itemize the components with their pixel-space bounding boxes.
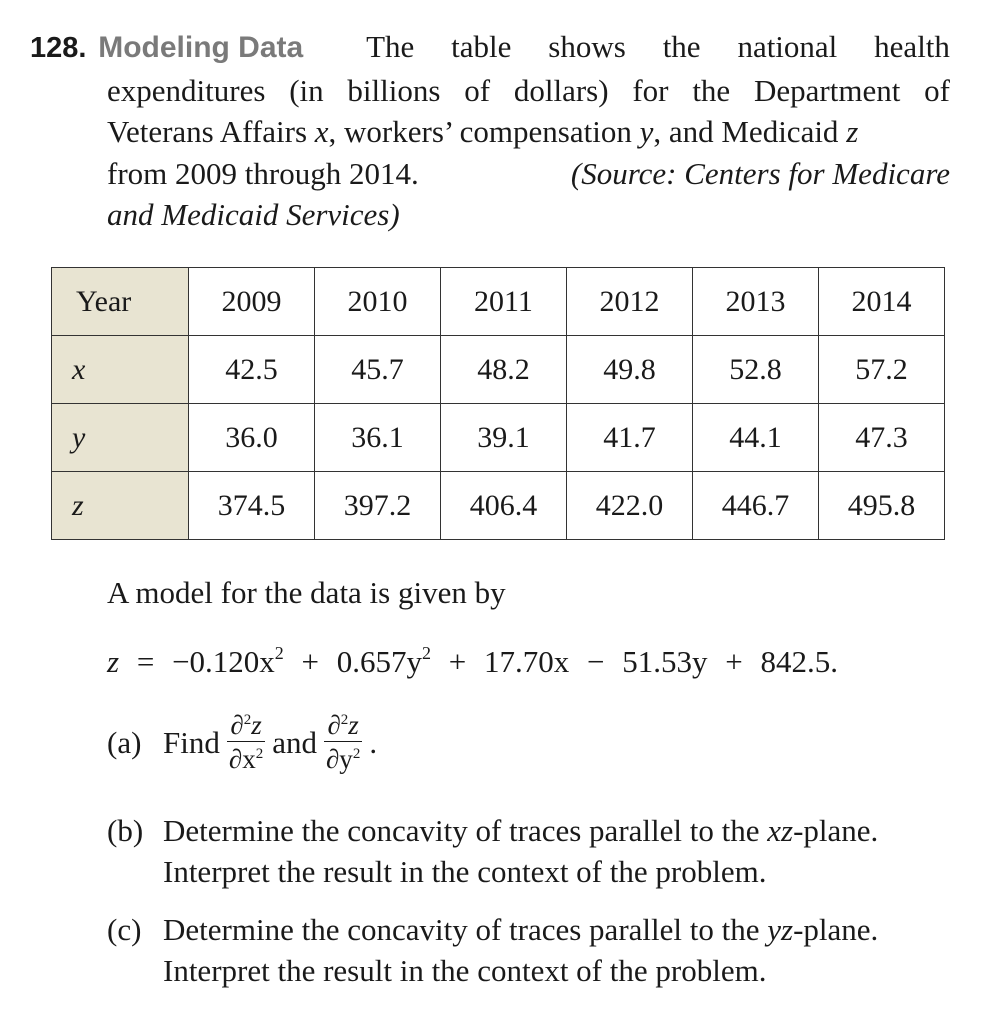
table-cell-year: 2014 [819, 268, 945, 336]
intro-word: national [737, 29, 838, 64]
frac-exponent: 2 [255, 746, 264, 762]
intro-line-2 [30, 70, 950, 112]
intro-word: dollars) [513, 72, 609, 108]
data-table [51, 267, 945, 540]
table-header-label: Year [52, 268, 189, 336]
part-a-find: Find [163, 724, 220, 760]
eq-operator: + [725, 644, 743, 679]
intro-text: Veterans Affairs [107, 114, 315, 149]
part-text: Determine the concavity of traces parallel to the [163, 912, 768, 947]
intro-word: billions [347, 72, 441, 108]
eq-operator: + [301, 644, 320, 679]
table-cell-year: 2012 [567, 268, 693, 336]
intro-word: of [464, 72, 491, 108]
table-cell: 52.8 [693, 336, 819, 404]
part-c-line-2: Interpret the result in the context of the problem. [163, 953, 767, 988]
source-citation-end: and Medicaid Services) [107, 197, 400, 232]
table-cell: 374.5 [189, 472, 315, 540]
partial-symbol: ∂ [327, 710, 341, 740]
intro-word: The [366, 29, 415, 64]
frac-exponent: 2 [243, 712, 252, 728]
row-var: x [72, 352, 86, 386]
partial-derivative-xx [226, 712, 266, 773]
intro-text: from 2009 through 2014. [107, 155, 419, 191]
intro-line-5 [30, 194, 950, 236]
var-x: x [314, 114, 329, 149]
intro-line-1 [30, 26, 950, 70]
intro-word: table [451, 29, 512, 64]
plane-name: xz [767, 813, 794, 848]
intro-word: shows [548, 29, 626, 64]
eq-equals: = [136, 644, 155, 679]
eq-lhs: z [107, 644, 120, 679]
table-cell-year: 2013 [693, 268, 819, 336]
frac-den-text: ∂x [228, 744, 256, 774]
table-cell: 36.1 [315, 404, 441, 472]
table-row [52, 336, 945, 404]
partial-symbol: ∂ [230, 710, 244, 740]
var-z: z [846, 114, 859, 149]
var-y: y [639, 114, 654, 149]
part-label: (b) [107, 813, 144, 848]
part-text: -plane. [793, 912, 879, 947]
intro-word: the [692, 72, 731, 108]
intro-word: (in [289, 72, 324, 108]
problem-heading: Modeling Data [98, 31, 304, 64]
table-cell: 45.7 [315, 336, 441, 404]
intro-word: Department [753, 72, 901, 108]
part-a-period: . [369, 724, 378, 760]
frac-denominator [323, 742, 363, 773]
frac-numerator [227, 712, 264, 742]
part-text: -plane. [793, 813, 879, 848]
part-a-and: and [272, 724, 317, 760]
table-row [52, 404, 945, 472]
intro-text: , workers’ compensation [328, 114, 640, 149]
table-cell: 41.7 [567, 404, 693, 472]
eq-term: −0.120x [172, 644, 275, 679]
eq-operator: − [587, 644, 605, 679]
source-citation: (Source: Centers for Medicare [570, 155, 950, 191]
table-header-row [52, 268, 945, 336]
frac-numerator [324, 712, 361, 742]
table-cell-year: 2009 [189, 268, 315, 336]
part-b-line-1 [107, 810, 878, 851]
intro-word: expenditures [107, 72, 266, 108]
row-var: y [72, 420, 86, 454]
table-row-label [52, 472, 189, 540]
table-cell-year: 2011 [441, 268, 567, 336]
table-cell: 48.2 [441, 336, 567, 404]
part-b [107, 810, 878, 892]
frac-den-text: ∂y [325, 744, 353, 774]
table-cell: 44.1 [693, 404, 819, 472]
eq-term: 17.70x [484, 644, 570, 679]
row-var: z [72, 488, 84, 522]
intro-word: the [662, 29, 701, 64]
table-cell: 49.8 [567, 336, 693, 404]
eq-term: 51.53y [622, 644, 708, 679]
eq-term: 0.657y [336, 644, 423, 679]
eq-exponent: 2 [422, 643, 432, 663]
intro-line-4 [30, 153, 950, 195]
intro-word: of [924, 72, 950, 108]
frac-var: z [251, 710, 262, 740]
table-cell: 495.8 [819, 472, 945, 540]
eq-term: 842.5. [760, 644, 838, 679]
table-cell: 39.1 [441, 404, 567, 472]
table-cell: 42.5 [189, 336, 315, 404]
problem-intro [30, 26, 950, 236]
frac-exponent: 2 [340, 712, 349, 728]
table-cell: 406.4 [441, 472, 567, 540]
part-c [107, 909, 878, 991]
intro-text: , and Medicaid [653, 114, 847, 149]
problem-number: 128. [30, 32, 87, 64]
frac-exponent: 2 [352, 746, 361, 762]
table-cell: 422.0 [567, 472, 693, 540]
table-cell: 446.7 [693, 472, 819, 540]
table-cell: 36.0 [189, 404, 315, 472]
plane-name: yz [767, 912, 794, 947]
model-equation [107, 644, 838, 680]
intro-word: health [874, 29, 950, 64]
frac-denominator [226, 742, 266, 773]
table-row-label [52, 404, 189, 472]
part-label: (c) [107, 912, 142, 947]
table-cell-year: 2010 [315, 268, 441, 336]
intro-line-3 [30, 111, 950, 153]
intro-word: for [632, 72, 669, 108]
part-label: (a) [107, 724, 142, 760]
part-text: Determine the concavity of traces parallel to the [163, 813, 768, 848]
table-cell: 47.3 [819, 404, 945, 472]
frac-var: z [348, 710, 359, 740]
part-c-line-1 [107, 909, 878, 950]
table-cell: 57.2 [819, 336, 945, 404]
part-b-line-2: Interpret the result in the context of the problem. [163, 854, 767, 889]
part-a [107, 712, 377, 773]
model-intro: A model for the data is given by [107, 575, 506, 610]
partial-derivative-yy [323, 712, 363, 773]
eq-operator: + [448, 644, 467, 679]
table-row-label [52, 336, 189, 404]
table-row [52, 472, 945, 540]
table-cell: 397.2 [315, 472, 441, 540]
eq-exponent: 2 [274, 643, 284, 663]
